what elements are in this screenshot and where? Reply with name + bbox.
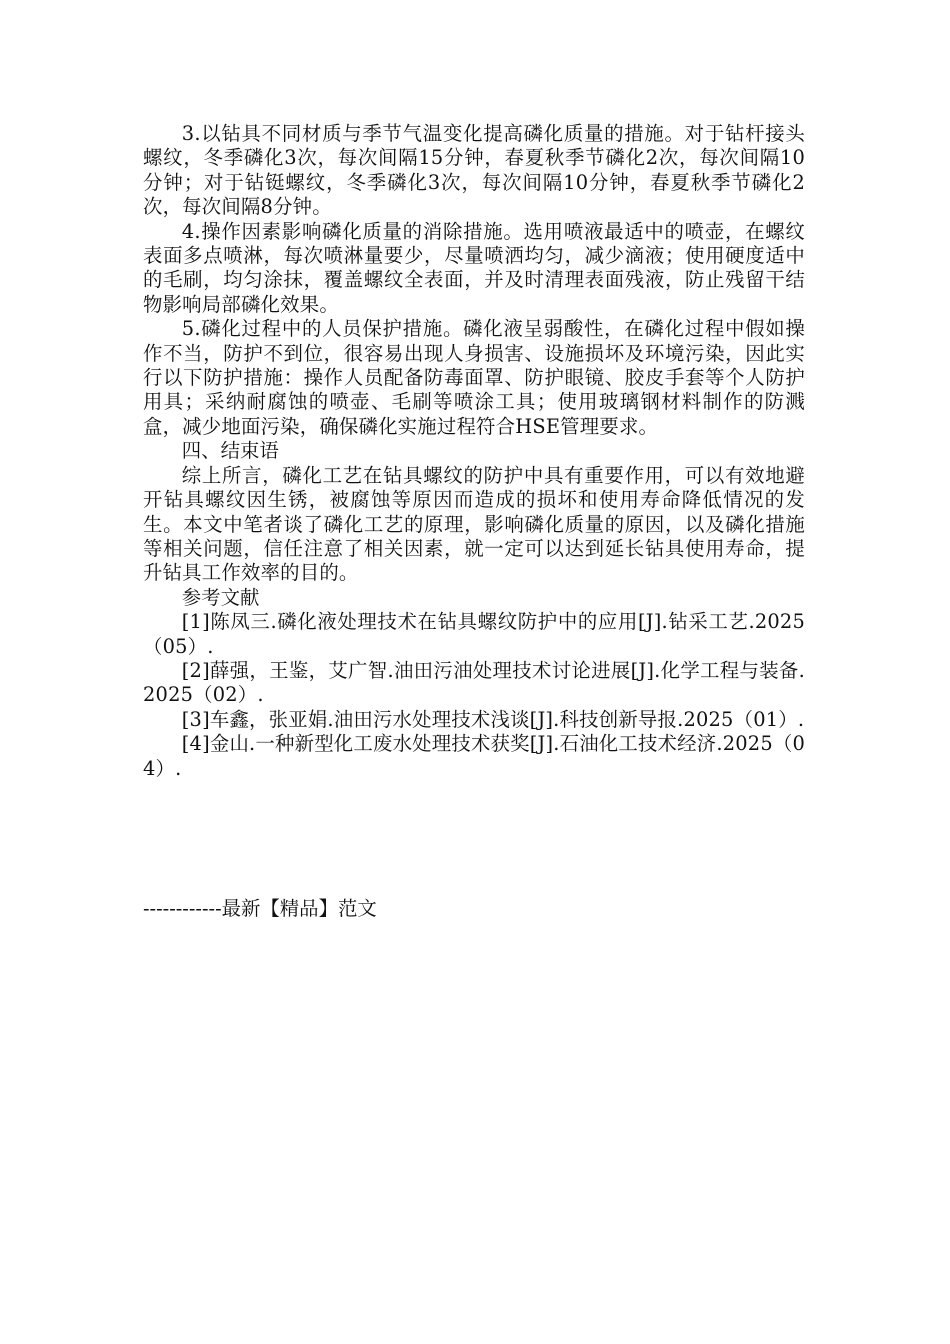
paragraph-measure-4: 4.操作因素影响磷化质量的消除措施。选用喷液最适中的喷壶，在螺纹表面多点喷淋，每次喷淋量要少，尽量喷洒均匀，减少滴液；使用硬度适中的毛刷，均匀涂抹，覆盖螺纹全表面，并及时清理表面残液，防止残留干结物影响局部磷化效果。 <box>143 219 805 316</box>
footer-banner: ------------最新【精品】范文 <box>143 897 377 920</box>
paragraph-conclusion: 综上所言，磷化工艺在钻具螺纹的防护中具有重要作用，可以有效地避开钻具螺纹因生锈，被腐蚀等原因而造成的损坏和使用寿命降低情况的发生。本文中笔者谈了磷化工艺的原理，影响磷化质量的原因，以及磷化措施等相关问题，信任注意了相关因素，就一定可以达到延长钻具使用寿命，提升钻具工作效率的目的。 <box>143 463 805 585</box>
reference-item: [4]金山.一种新型化工废水处理技术获奖[J].石油化工技术经济.2025（04）. <box>143 732 805 780</box>
reference-item: [3]车鑫，张亚娟.油田污水处理技术浅谈[J].科技创新导报.2025（01）. <box>181 707 805 731</box>
reference-item: [2]薛强，王鉴，艾广智.油田污油处理技术讨论进展[J].化学工程与装备.2025（02）. <box>143 658 805 707</box>
section-heading-conclusion: 四、结束语 <box>181 439 279 463</box>
document-body <box>143 122 805 781</box>
references-heading: 参考文献 <box>181 585 260 609</box>
reference-item: [1]陈凤三.磷化液处理技术在钻具螺纹防护中的应用[J].钻采工艺.2025（05）. <box>143 610 805 658</box>
reference-list <box>143 610 805 781</box>
paragraph-measure-5: 5.磷化过程中的人员保护措施。磷化液呈弱酸性，在磷化过程中假如操作不当，防护不到位，很容易出现人身损害、设施损坏及环境污染，因此实行以下防护措施：操作人员配备防毒面罩、防护眼镜、胶皮手套等个人防护用具；采纳耐腐蚀的喷壶、毛刷等喷涂工具；使用玻璃钢材料制作的防溅盒，减少地面污染，确保磷化实施过程符合HSE管理要求。 <box>143 317 805 438</box>
paragraph-measure-3: 3.以钻具不同材质与季节气温变化提高磷化质量的措施。对于钻杆接头螺纹，冬季磷化3次，每次间隔15分钟，春夏秋季节磷化2次，每次间隔10分钟；对于钻铤螺纹，冬季磷化3次，每次间隔10分钟，春夏秋季节磷化2次，每次间隔8分钟。 <box>143 122 805 219</box>
